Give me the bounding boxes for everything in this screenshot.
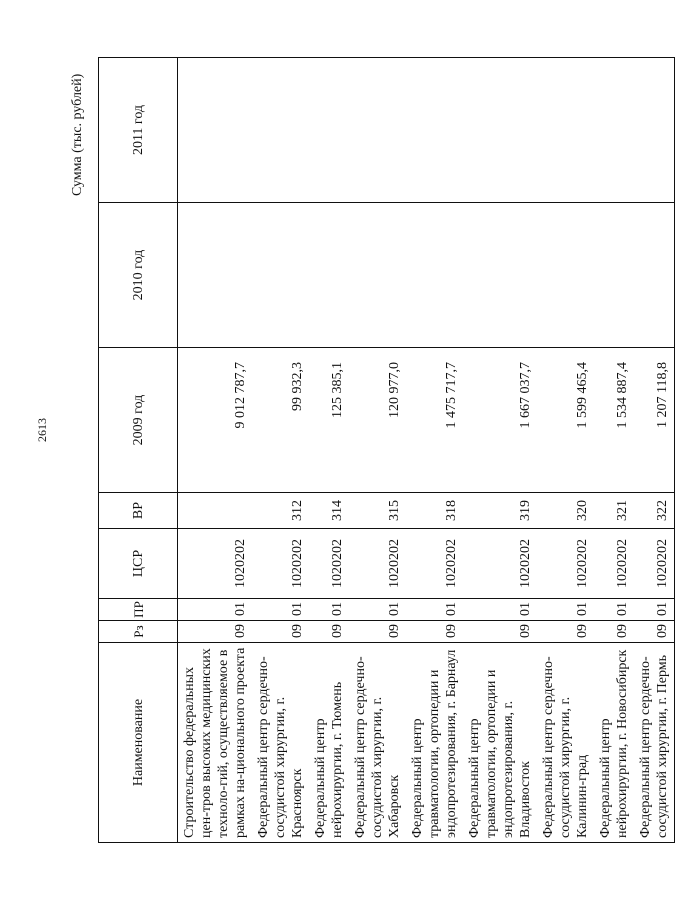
row-2010 [634,203,675,348]
row-rz: 09 [537,621,594,643]
row-2009: 1 475 717,7 [406,348,463,493]
row-csr: 1020202 [406,529,463,599]
row-pr: 01 [634,599,675,621]
row-name: Федеральный центр сердечно-сосудистой хирургии, г. Пермь [634,643,675,843]
row-vr: 318 [406,493,463,529]
row-pr: 01 [463,599,537,621]
row-2011 [634,58,675,203]
row-name: Федеральный центр травматологии, ортопедии и эндопротезирования, г. Владивосток [463,643,537,843]
row-pr: 01 [252,599,309,621]
budget-table-container [98,58,670,843]
row-vr: 315 [349,493,406,529]
table-row [537,58,594,843]
header-vr: ВР [99,493,178,529]
row-csr: 1020202 [634,529,675,599]
row-csr: 1020202 [537,529,594,599]
header-2010: 2010 год [99,203,178,348]
row-name: Федеральный центр нейрохирургии, г. Тюмень [309,643,349,843]
row-2009: 99 932,3 [252,348,309,493]
row-rz: 09 [594,621,634,643]
row-2010 [349,203,406,348]
row-csr: 1020202 [594,529,634,599]
row-pr: 01 [537,599,594,621]
row-vr: 320 [537,493,594,529]
row-2011 [406,58,463,203]
row-csr: 1020202 [463,529,537,599]
row-2010 [463,203,537,348]
row-2011 [537,58,594,203]
row-vr: 319 [463,493,537,529]
header-csr: ЦСР [99,529,178,599]
row-2010 [594,203,634,348]
row-2009: 1 207 118,8 [634,348,675,493]
table-header-row [99,58,178,843]
row-2011 [463,58,537,203]
row-2011 [309,58,349,203]
row-rz: 09 [178,621,253,643]
header-name: Наименование [99,643,178,843]
row-name: Федеральный центр травматологии, ортопедии и эндопротезирования, г. Барнаул [406,643,463,843]
table-row [178,58,253,843]
table-row [406,58,463,843]
budget-table [98,57,675,843]
row-csr: 1020202 [178,529,253,599]
row-rz: 09 [309,621,349,643]
table-row [309,58,349,843]
row-csr: 1020202 [349,529,406,599]
row-pr: 01 [349,599,406,621]
row-vr [178,493,253,529]
row-2010 [178,203,253,348]
row-name: Федеральный центр сердечно-сосудистой хирургии, г. Калинин-град [537,643,594,843]
row-2011 [252,58,309,203]
row-2009: 1 599 465,4 [537,348,594,493]
row-2011 [178,58,253,203]
row-name: Федеральный центр нейрохирургии, г. Новосибирск [594,643,634,843]
row-rz: 09 [349,621,406,643]
table-row [594,58,634,843]
header-rz: Рз [99,621,178,643]
table-row [634,58,675,843]
row-2009: 1 534 887,4 [594,348,634,493]
row-vr: 321 [594,493,634,529]
row-2010 [252,203,309,348]
row-name: Федеральный центр сердечно-сосудистой хирургии, г. Красноярск [252,643,309,843]
row-vr: 312 [252,493,309,529]
row-pr: 01 [178,599,253,621]
row-rz: 09 [252,621,309,643]
row-rz: 09 [634,621,675,643]
row-2009: 125 385,1 [309,348,349,493]
row-2009: 1 667 037,7 [463,348,537,493]
row-rz: 09 [463,621,537,643]
row-2009: 120 977,0 [349,348,406,493]
row-2011 [349,58,406,203]
row-2010 [406,203,463,348]
header-pr: ПР [99,599,178,621]
row-name: Федеральный центр сердечно-сосудистой хирургии, г. Хабаровск [349,643,406,843]
table-row [463,58,537,843]
row-pr: 01 [309,599,349,621]
row-2010 [309,203,349,348]
row-2009: 9 012 787,7 [178,348,253,493]
header-2011: 2011 год [99,58,178,203]
row-rz: 09 [406,621,463,643]
row-2010 [537,203,594,348]
row-csr: 1020202 [252,529,309,599]
table-row [252,58,309,843]
row-csr: 1020202 [309,529,349,599]
row-vr: 322 [634,493,675,529]
units-caption: Сумма (тыс. рублей) [70,73,85,196]
header-2009: 2009 год [99,348,178,493]
row-2011 [594,58,634,203]
row-pr: 01 [406,599,463,621]
page-number: 2613 [35,418,49,442]
row-name: Строительство федеральных цен-тров высоких медицинских техноло-гий, осуществляемое в рамках на-ционального проекта [178,643,253,843]
row-pr: 01 [594,599,634,621]
row-vr: 314 [309,493,349,529]
table-row [349,58,406,843]
